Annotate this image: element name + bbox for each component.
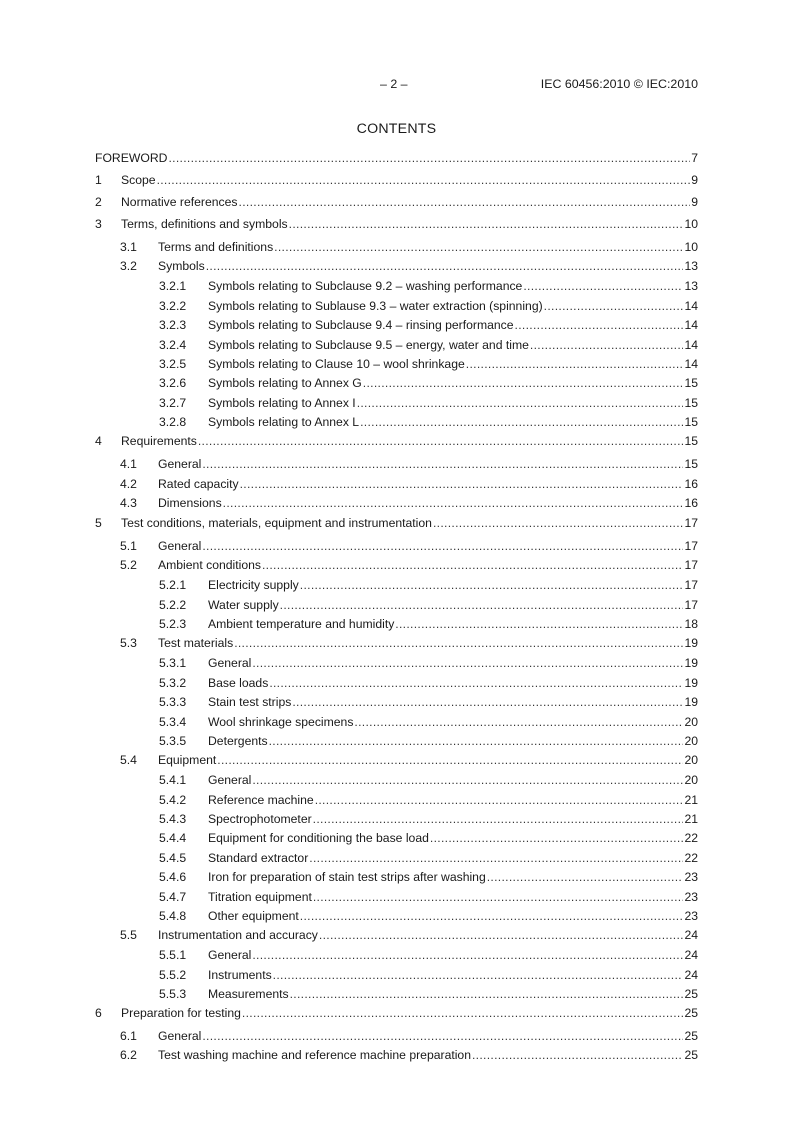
toc-entry-number: 1 bbox=[95, 173, 102, 187]
toc-entry-page: 15 bbox=[684, 376, 698, 391]
dot-leader bbox=[252, 773, 683, 787]
toc-entry-title: Spectrophotometer bbox=[208, 811, 312, 826]
toc-entry-number: 5.4.3 bbox=[159, 811, 187, 826]
toc-entry-page: 19 bbox=[684, 695, 698, 710]
toc-entry-page: 23 bbox=[684, 908, 698, 923]
toc-entry-title: Iron for preparation of stain test strips after washing bbox=[208, 870, 486, 885]
toc-entry-title: General bbox=[208, 656, 252, 671]
toc-entry-title: Preparation for testing bbox=[121, 1006, 241, 1021]
toc-entry-title: General bbox=[158, 538, 202, 553]
toc-entry-page: 9 bbox=[691, 173, 698, 187]
toc-entry-number: 6.1 bbox=[120, 1028, 137, 1043]
toc-entry-title: Wool shrinkage specimens bbox=[208, 714, 354, 729]
toc-entry-number: 5.5 bbox=[120, 928, 137, 943]
toc-entry[interactable] bbox=[95, 773, 698, 792]
toc-entry[interactable] bbox=[95, 376, 698, 395]
toc-entry[interactable] bbox=[95, 1006, 698, 1028]
dot-leader bbox=[252, 656, 683, 670]
toc-entry-title: Instrumentation and accuracy bbox=[158, 928, 318, 943]
toc-entry[interactable] bbox=[95, 617, 698, 636]
toc-entry-page: 17 bbox=[684, 578, 698, 593]
toc-entry-number: 3.2.1 bbox=[159, 279, 187, 294]
toc-entry[interactable] bbox=[95, 831, 698, 850]
dot-leader bbox=[273, 968, 684, 982]
toc-entry-title: FOREWORD bbox=[95, 151, 168, 165]
toc-entry-number: 4.3 bbox=[120, 496, 137, 511]
toc-entry-title: Water supply bbox=[208, 597, 279, 612]
toc-entry-title: Requirements bbox=[121, 434, 197, 449]
toc-entry-title: Base loads bbox=[208, 675, 269, 690]
toc-entry-number: 3.2.6 bbox=[159, 376, 187, 391]
toc-entry-page: 16 bbox=[684, 476, 698, 491]
toc-entry[interactable] bbox=[95, 968, 698, 987]
toc-entry-title: Symbols bbox=[158, 259, 205, 274]
toc-entry-page: 15 bbox=[684, 395, 698, 410]
toc-entry-page: 10 bbox=[684, 217, 698, 232]
toc-entry-number: 5.3 bbox=[120, 636, 137, 651]
dot-leader bbox=[487, 870, 684, 884]
toc-entry-page: 24 bbox=[684, 948, 698, 963]
toc-entry[interactable] bbox=[95, 396, 698, 415]
toc-entry-title: Symbols relating to Subclause 9.2 – washing performance bbox=[208, 279, 523, 294]
toc-entry-number: 5.4.1 bbox=[159, 773, 187, 788]
toc-entry[interactable] bbox=[95, 217, 698, 239]
toc-entry-number: 5.4.5 bbox=[159, 850, 187, 865]
toc-entry[interactable] bbox=[95, 299, 698, 318]
toc-entry[interactable] bbox=[95, 516, 698, 538]
dot-leader bbox=[313, 812, 684, 826]
dot-leader bbox=[472, 1048, 683, 1062]
toc-entry-title: Ambient temperature and humidity bbox=[208, 617, 395, 632]
toc-entry-page: 21 bbox=[684, 792, 698, 807]
toc-entry-page: 19 bbox=[684, 675, 698, 690]
toc-entry[interactable] bbox=[95, 318, 698, 337]
dot-leader bbox=[315, 793, 684, 807]
dot-leader bbox=[217, 753, 683, 767]
toc-entry-page: 13 bbox=[684, 279, 698, 294]
toc-entry-title: Titration equipment bbox=[208, 889, 312, 904]
toc-entry[interactable] bbox=[95, 928, 698, 948]
toc-entry[interactable] bbox=[95, 1029, 698, 1049]
toc-entry-title: Symbols relating to Subclause 9.4 – rinsing performance bbox=[208, 318, 514, 333]
dot-leader bbox=[530, 338, 684, 352]
toc-entry-page: 21 bbox=[684, 811, 698, 826]
dot-leader bbox=[309, 851, 683, 865]
toc-entry-title: Dimensions bbox=[158, 496, 222, 511]
toc-entry-page: 18 bbox=[684, 617, 698, 632]
dot-leader bbox=[300, 578, 684, 592]
dot-leader bbox=[234, 636, 683, 650]
toc-entry-page: 20 bbox=[684, 773, 698, 788]
dot-leader bbox=[363, 376, 684, 390]
toc-entry-page: 15 bbox=[684, 456, 698, 471]
contents-title: CONTENTS bbox=[356, 121, 437, 137]
toc-entry-number: 3 bbox=[95, 217, 102, 232]
toc-entry-title: Terms and definitions bbox=[158, 239, 274, 254]
toc-entry-number: 3.2.7 bbox=[159, 395, 187, 410]
dot-leader bbox=[239, 195, 691, 209]
toc-entry-number: 5.1 bbox=[120, 538, 137, 553]
toc-entry-title: Standard extractor bbox=[208, 850, 309, 865]
toc-entry-title: General bbox=[158, 456, 202, 471]
toc-entry-page: 23 bbox=[684, 889, 698, 904]
toc-entry-title: Detergents bbox=[208, 733, 268, 748]
dot-leader bbox=[289, 217, 684, 231]
toc-entry[interactable] bbox=[95, 240, 698, 260]
toc-entry-title: Ambient conditions bbox=[158, 558, 261, 573]
dot-leader bbox=[357, 396, 684, 410]
toc-entry-title: Electricity supply bbox=[208, 578, 299, 593]
toc-entry-page: 25 bbox=[684, 1006, 698, 1021]
toc-entry[interactable] bbox=[95, 173, 698, 195]
toc-entry-title: Instruments bbox=[208, 967, 272, 982]
toc-entry-number: 5.3.2 bbox=[159, 675, 187, 690]
dot-leader bbox=[313, 890, 684, 904]
dot-leader bbox=[274, 240, 683, 254]
toc-entry-number: 6.2 bbox=[120, 1048, 137, 1063]
toc-entry[interactable] bbox=[95, 948, 698, 967]
dot-leader bbox=[269, 734, 684, 748]
toc-entry-number: 5.4.7 bbox=[159, 889, 187, 904]
toc-entry[interactable] bbox=[95, 909, 698, 928]
toc-entry-number: 5.4.2 bbox=[159, 792, 187, 807]
toc-entry-title: General bbox=[208, 948, 252, 963]
toc-entry-title: General bbox=[208, 773, 252, 788]
toc-entry-page: 17 bbox=[684, 538, 698, 553]
toc-entry-title: Test washing machine and reference machine preparation bbox=[158, 1048, 471, 1063]
toc-entry-title: Symbols relating to Sublause 9.3 – water extraction (spinning) bbox=[208, 298, 543, 313]
toc-entry[interactable] bbox=[95, 1048, 698, 1068]
toc-entry-title: Equipment bbox=[158, 753, 217, 768]
toc-entry-title: Symbols relating to Clause 10 – wool shrinkage bbox=[208, 356, 465, 371]
toc-entry-page: 17 bbox=[684, 558, 698, 573]
toc-entry-number: 5.3.1 bbox=[159, 656, 187, 671]
toc-entry-number: 3.2 bbox=[120, 259, 137, 274]
toc-entry-page: 19 bbox=[684, 636, 698, 651]
dot-leader bbox=[252, 948, 683, 962]
table-of-contents bbox=[95, 151, 698, 1068]
toc-entry-title: Symbols relating to Annex G bbox=[208, 376, 362, 391]
toc-entry-number: 5.2.1 bbox=[159, 578, 187, 593]
toc-entry-title: General bbox=[158, 1028, 202, 1043]
toc-entry-page: 9 bbox=[691, 195, 698, 210]
dot-leader bbox=[202, 539, 683, 553]
toc-entry-number: 5.2.3 bbox=[159, 617, 187, 632]
toc-entry[interactable] bbox=[95, 676, 698, 695]
toc-entry[interactable] bbox=[95, 457, 698, 477]
toc-entry-number: 3.2.8 bbox=[159, 415, 187, 430]
toc-entry-page: 7 bbox=[691, 151, 698, 165]
toc-entry-page: 15 bbox=[684, 415, 698, 430]
toc-entry[interactable] bbox=[95, 715, 698, 734]
dot-leader bbox=[292, 695, 683, 709]
toc-entry[interactable] bbox=[95, 851, 698, 870]
toc-entry-title: Measurements bbox=[208, 987, 289, 1001]
toc-entry-page: 24 bbox=[684, 967, 698, 982]
dot-leader bbox=[360, 415, 683, 429]
toc-entry[interactable] bbox=[95, 656, 698, 675]
dot-leader bbox=[433, 516, 683, 530]
toc-entry-number: 3.2.2 bbox=[159, 298, 187, 313]
toc-entry-number: 3.1 bbox=[120, 239, 137, 254]
toc-entry-title: Other equipment bbox=[208, 908, 299, 923]
toc-entry-page: 14 bbox=[684, 318, 698, 333]
toc-entry-title: Symbols relating to Annex I bbox=[208, 395, 356, 410]
toc-entry[interactable] bbox=[95, 793, 698, 812]
dot-leader bbox=[269, 676, 683, 690]
toc-entry-page: 25 bbox=[684, 987, 698, 1001]
toc-entry-page: 25 bbox=[684, 1028, 698, 1043]
toc-entry-title: Terms, definitions and symbols bbox=[121, 217, 288, 232]
toc-entry[interactable] bbox=[95, 195, 698, 217]
toc-entry[interactable] bbox=[95, 987, 698, 1006]
toc-entry-page: 20 bbox=[684, 753, 698, 768]
toc-entry[interactable] bbox=[95, 496, 698, 516]
dot-leader bbox=[430, 831, 684, 845]
toc-entry-number: 4.2 bbox=[120, 476, 137, 491]
toc-entry-page: 20 bbox=[684, 733, 698, 748]
dot-leader bbox=[523, 279, 683, 293]
dot-leader bbox=[280, 598, 684, 612]
toc-entry[interactable] bbox=[95, 695, 698, 714]
toc-entry[interactable] bbox=[95, 259, 698, 279]
toc-entry-title: Test conditions, materials, equipment and instrumentation bbox=[121, 516, 432, 531]
toc-entry-number: 4 bbox=[95, 434, 102, 449]
page-header bbox=[0, 77, 793, 93]
toc-entry-number: 5.4.4 bbox=[159, 831, 187, 846]
toc-entry-title: Normative references bbox=[121, 195, 238, 210]
toc-entry-title: Equipment for conditioning the base load bbox=[208, 831, 429, 846]
dot-leader bbox=[544, 299, 684, 313]
toc-entry-number: 5 bbox=[95, 516, 102, 531]
toc-entry-title: Scope bbox=[121, 173, 156, 187]
toc-entry-number: 5.5.1 bbox=[159, 948, 187, 963]
toc-entry-number: 2 bbox=[95, 195, 102, 210]
toc-entry-page: 14 bbox=[684, 298, 698, 313]
toc-entry[interactable] bbox=[95, 870, 698, 889]
dot-leader bbox=[466, 357, 684, 371]
toc-entry[interactable] bbox=[95, 477, 698, 497]
document-id: IEC 60456:2010 © IEC:2010 bbox=[540, 77, 698, 91]
toc-entry-page: 22 bbox=[684, 850, 698, 865]
dot-leader bbox=[290, 987, 684, 1001]
toc-entry[interactable] bbox=[95, 753, 698, 773]
toc-entry-page: 25 bbox=[684, 1048, 698, 1063]
toc-entry-page: 19 bbox=[684, 656, 698, 671]
toc-entry-number: 3.2.3 bbox=[159, 318, 187, 333]
toc-entry-page: 23 bbox=[684, 870, 698, 885]
toc-entry[interactable] bbox=[95, 539, 698, 559]
toc-entry[interactable] bbox=[95, 636, 698, 656]
toc-entry-number: 5.4 bbox=[120, 753, 137, 768]
page-number: – 2 – bbox=[380, 77, 408, 91]
toc-entry[interactable] bbox=[95, 434, 698, 456]
toc-entry-page: 17 bbox=[684, 516, 698, 531]
dot-leader bbox=[395, 617, 683, 631]
toc-entry[interactable] bbox=[95, 338, 698, 357]
toc-entry-number: 6 bbox=[95, 1006, 102, 1021]
toc-entry-title: Symbols relating to Annex L bbox=[208, 415, 360, 430]
toc-entry-number: 3.2.4 bbox=[159, 337, 187, 352]
toc-entry[interactable] bbox=[95, 734, 698, 753]
toc-entry[interactable] bbox=[95, 890, 698, 909]
toc-entry-page: 14 bbox=[684, 356, 698, 371]
toc-entry[interactable] bbox=[95, 415, 698, 434]
toc-entry-page: 24 bbox=[684, 928, 698, 943]
dot-leader bbox=[240, 477, 684, 491]
toc-entry-number: 5.2 bbox=[120, 558, 137, 573]
toc-entry-page: 13 bbox=[684, 259, 698, 274]
dot-leader bbox=[300, 909, 684, 923]
toc-entry-page: 14 bbox=[684, 337, 698, 352]
dot-leader bbox=[206, 259, 684, 273]
toc-entry-title: Rated capacity bbox=[158, 476, 239, 491]
dot-leader bbox=[242, 1006, 684, 1020]
toc-entry-page: 17 bbox=[684, 597, 698, 612]
toc-entry-title: Symbols relating to Subclause 9.5 – energy, water and time bbox=[208, 337, 529, 352]
dot-leader bbox=[198, 434, 684, 448]
toc-entry-number: 5.3.4 bbox=[159, 714, 187, 729]
toc-entry[interactable] bbox=[95, 151, 698, 173]
toc-entry[interactable] bbox=[95, 578, 698, 597]
dot-leader bbox=[319, 928, 684, 942]
toc-entry-number: 5.3.5 bbox=[159, 733, 187, 748]
toc-entry-title: Test materials bbox=[158, 636, 234, 651]
dot-leader bbox=[202, 1029, 683, 1043]
toc-entry-title: Reference machine bbox=[208, 792, 314, 807]
toc-entry-page: 16 bbox=[684, 496, 698, 511]
dot-leader bbox=[202, 457, 683, 471]
toc-entry-number: 3.2.5 bbox=[159, 356, 187, 371]
dot-leader bbox=[515, 318, 684, 332]
toc-entry-page: 10 bbox=[684, 239, 698, 254]
toc-entry-number: 5.3.3 bbox=[159, 695, 187, 710]
toc-entry-page: 15 bbox=[684, 434, 698, 449]
toc-entry[interactable] bbox=[95, 279, 698, 298]
toc-entry[interactable] bbox=[95, 558, 698, 578]
toc-entry-page: 20 bbox=[684, 714, 698, 729]
dot-leader bbox=[223, 496, 684, 510]
dot-leader bbox=[354, 715, 683, 729]
toc-entry[interactable] bbox=[95, 357, 698, 376]
dot-leader bbox=[168, 151, 690, 165]
dot-leader bbox=[262, 558, 683, 572]
dot-leader bbox=[157, 173, 691, 187]
toc-entry-number: 5.4.6 bbox=[159, 870, 187, 885]
toc-entry-number: 4.1 bbox=[120, 456, 137, 471]
toc-entry-page: 22 bbox=[684, 831, 698, 846]
toc-entry[interactable] bbox=[95, 598, 698, 617]
toc-entry-number: 5.5.2 bbox=[159, 967, 187, 982]
toc-entry[interactable] bbox=[95, 812, 698, 831]
toc-entry-title: Stain test strips bbox=[208, 695, 292, 710]
toc-entry-number: 5.2.2 bbox=[159, 597, 187, 612]
toc-entry-number: 5.4.8 bbox=[159, 908, 187, 923]
toc-entry-number: 5.5.3 bbox=[159, 987, 187, 1001]
